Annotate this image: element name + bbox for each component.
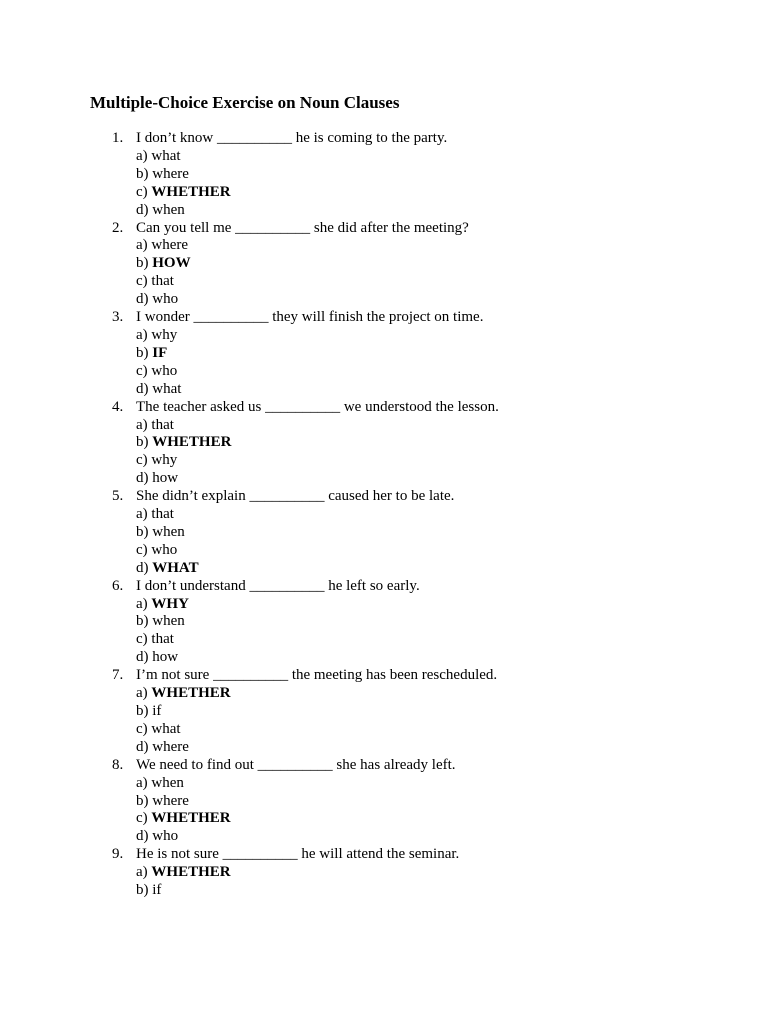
- option-text: where: [151, 237, 189, 254]
- option-letter: c): [136, 183, 152, 200]
- option-text: how: [152, 649, 179, 666]
- option-c: [136, 631, 499, 649]
- option-letter: a): [136, 326, 152, 343]
- option-d: [136, 291, 499, 309]
- option-d: [136, 470, 499, 488]
- option-letter: c): [136, 631, 152, 648]
- option-letter: d): [136, 470, 153, 487]
- option-text: when: [151, 774, 184, 791]
- option-text: that: [151, 416, 174, 433]
- option-text: if: [152, 882, 162, 899]
- option-text: where: [152, 165, 189, 182]
- option-text: where: [152, 792, 189, 809]
- option-text: why: [151, 452, 178, 469]
- option-c: [136, 273, 499, 291]
- option-list: [0, 417, 499, 489]
- option-text: what: [152, 380, 182, 397]
- option-c: [136, 184, 499, 202]
- option-a: [136, 237, 499, 255]
- question-3: [0, 309, 499, 399]
- question-text: I don’t know __________ he is coming to the party.: [136, 130, 448, 146]
- option-letter: a): [136, 506, 152, 523]
- option-text-answer: WHETHER: [151, 685, 231, 702]
- option-letter: b): [136, 434, 153, 451]
- option-c: [136, 542, 499, 560]
- option-b: [136, 255, 499, 273]
- option-letter: a): [136, 774, 152, 791]
- option-letter: b): [136, 882, 153, 899]
- option-text: if: [152, 703, 162, 719]
- option-c: [136, 810, 499, 828]
- question-number: 1.: [112, 130, 124, 146]
- question-6: [0, 578, 499, 668]
- option-text-answer: WHETHER: [151, 183, 231, 200]
- option-letter: a): [136, 595, 152, 612]
- question-text: I wonder __________ they will finish the project on time.: [136, 309, 484, 326]
- question-8: [0, 757, 499, 847]
- option-text: what: [151, 147, 181, 164]
- option-letter: c): [136, 362, 152, 379]
- option-letter: a): [136, 685, 152, 702]
- option-text: when: [152, 523, 185, 540]
- option-text-answer: WHAT: [152, 559, 199, 576]
- option-b: [136, 793, 499, 811]
- option-text-answer: IF: [152, 344, 168, 361]
- option-c: [136, 363, 499, 381]
- question-text: He is not sure __________ he will attend the seminar.: [136, 846, 460, 863]
- option-a: [136, 596, 499, 614]
- option-text: how: [152, 470, 179, 487]
- option-list: [0, 237, 499, 309]
- option-text: that: [151, 273, 174, 290]
- option-list: [0, 506, 499, 578]
- option-a: [136, 327, 499, 345]
- option-text-answer: WHETHER: [151, 864, 231, 881]
- question-text: She didn’t explain __________ caused her to be late.: [136, 488, 455, 505]
- option-letter: c): [136, 810, 152, 827]
- option-letter: c): [136, 720, 152, 737]
- option-list: [0, 685, 499, 757]
- question-text: I’m not sure __________ the meeting has been rescheduled.: [136, 667, 498, 684]
- question-number: 4.: [112, 398, 124, 415]
- question-2: [0, 220, 499, 310]
- question-1: [0, 130, 499, 220]
- option-letter: d): [136, 738, 153, 755]
- option-d: [136, 560, 499, 578]
- option-text: what: [151, 720, 181, 737]
- option-a: [136, 506, 499, 524]
- option-letter: d): [136, 201, 153, 218]
- question-text: We need to find out __________ she has already left.: [136, 756, 456, 773]
- question-text: I don’t understand __________ he left so early.: [136, 577, 420, 594]
- option-b: [136, 524, 499, 542]
- option-letter: d): [136, 380, 153, 397]
- option-list: [0, 596, 499, 668]
- option-letter: b): [136, 703, 153, 719]
- option-letter: a): [136, 416, 152, 433]
- option-letter: c): [136, 452, 152, 469]
- option-letter: b): [136, 613, 153, 630]
- question-number: 7.: [112, 667, 124, 684]
- option-letter: b): [136, 792, 153, 809]
- question-text: Can you tell me __________ she did after the meeting?: [136, 219, 469, 236]
- option-letter: a): [136, 147, 152, 164]
- question-number: 8.: [112, 756, 124, 773]
- option-a: [136, 864, 499, 882]
- option-d: [136, 649, 499, 667]
- question-number: 6.: [112, 577, 124, 594]
- question-number: 2.: [112, 219, 124, 236]
- option-text: who: [151, 362, 178, 379]
- option-text: who: [152, 828, 179, 845]
- option-letter: a): [136, 237, 152, 254]
- option-d: [136, 828, 499, 846]
- option-text-answer: HOW: [152, 255, 191, 272]
- question-number: 3.: [112, 309, 124, 326]
- option-letter: b): [136, 255, 153, 272]
- option-b: [136, 882, 499, 900]
- option-letter: c): [136, 541, 152, 558]
- question-9: [0, 846, 499, 900]
- option-letter: b): [136, 523, 153, 540]
- option-text: that: [151, 506, 174, 523]
- option-b: [136, 166, 499, 184]
- option-a: [136, 775, 499, 793]
- question-list: [0, 130, 499, 900]
- option-a: [136, 685, 499, 703]
- option-letter: c): [136, 273, 152, 290]
- option-text-answer: WHETHER: [152, 434, 232, 451]
- option-b: [136, 703, 499, 721]
- option-d: [136, 381, 499, 399]
- option-letter: d): [136, 828, 153, 845]
- option-text: where: [152, 738, 189, 755]
- option-list: [0, 148, 499, 220]
- option-letter: b): [136, 165, 153, 182]
- option-a: [136, 417, 499, 435]
- option-c: [136, 721, 499, 739]
- question-4: [0, 399, 499, 489]
- option-a: [136, 148, 499, 166]
- option-text: that: [151, 631, 174, 648]
- option-text: why: [151, 326, 178, 343]
- option-list: [0, 775, 499, 847]
- question-5: [0, 488, 499, 578]
- option-letter: d): [136, 559, 153, 576]
- option-text-answer: WHY: [151, 595, 189, 612]
- option-d: [136, 202, 499, 220]
- question-number: 5.: [112, 488, 124, 505]
- option-text: when: [152, 613, 185, 630]
- option-letter: a): [136, 864, 152, 881]
- option-b: [136, 345, 499, 363]
- option-text: when: [152, 201, 185, 218]
- option-letter: b): [136, 344, 153, 361]
- option-d: [136, 739, 499, 757]
- option-text: who: [152, 291, 179, 308]
- option-list: [0, 864, 499, 900]
- question-7: [0, 667, 499, 757]
- option-b: [136, 434, 499, 452]
- option-letter: d): [136, 649, 153, 666]
- option-text-answer: WHETHER: [151, 810, 231, 827]
- option-list: [0, 327, 499, 399]
- option-letter: d): [136, 291, 153, 308]
- question-number: 9.: [112, 846, 124, 863]
- option-text: who: [151, 541, 178, 558]
- question-text: The teacher asked us __________ we understood the lesson.: [136, 398, 499, 415]
- option-b: [136, 613, 499, 631]
- document-title: Multiple-Choice Exercise on Noun Clauses: [90, 93, 400, 112]
- option-c: [136, 452, 499, 470]
